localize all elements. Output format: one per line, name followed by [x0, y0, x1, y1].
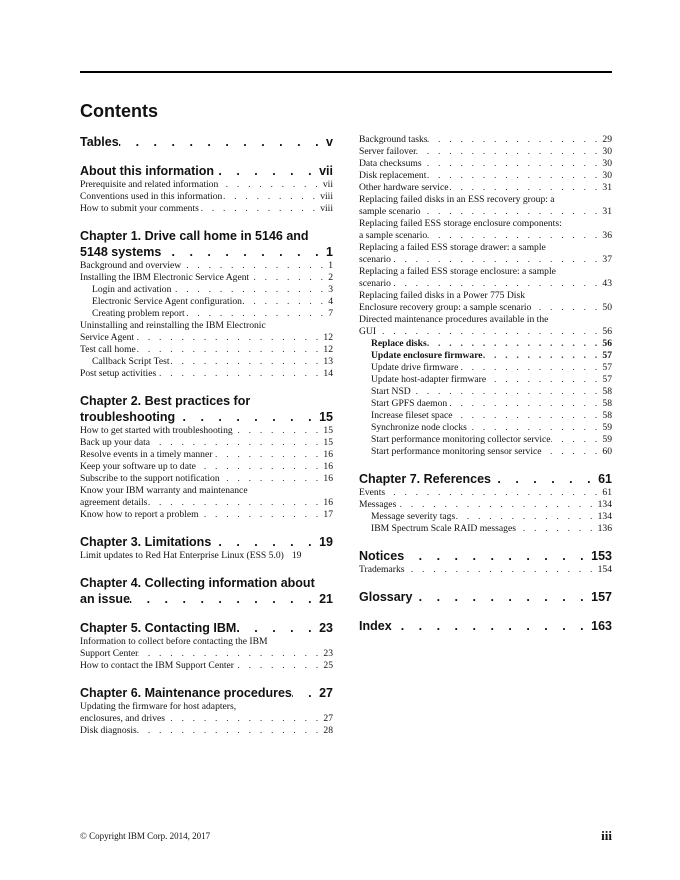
dot-leader [385, 487, 602, 499]
toc-page-number: 7 [328, 308, 333, 319]
dot-leader [531, 302, 602, 314]
page-title: Contents [80, 101, 158, 121]
toc-entry-link[interactable] [359, 511, 612, 523]
dot-leader [185, 308, 328, 320]
toc-title: Start NSD [371, 386, 411, 397]
toc-title-line: Know your IBM warranty and maintenance [80, 485, 248, 496]
dot-leader [455, 511, 597, 523]
toc-entry-link[interactable] [80, 179, 333, 191]
toc-entry-link[interactable] [359, 446, 612, 458]
dot-leader [130, 591, 319, 607]
dot-leader [165, 713, 323, 725]
toc-title: About this information [80, 164, 215, 178]
toc-entry-link[interactable] [359, 182, 612, 194]
toc-entry-link[interactable] [80, 473, 333, 485]
toc-title: Update host-adapter firmware [371, 374, 487, 385]
toc-title: Synchronize node clocks [371, 422, 467, 433]
toc-title-line: Directed maintenance procedures available in the [359, 314, 549, 325]
toc-page-number: 58 [602, 410, 612, 421]
toc-page-number: 27 [323, 713, 333, 724]
toc-chapter-link[interactable] [80, 685, 333, 701]
toc-title-line: Chapter 4. Collecting information about [80, 576, 315, 590]
toc-page-number: 61 [598, 472, 612, 486]
toc-page-number: 16 [323, 461, 333, 472]
toc-entry-link[interactable] [359, 134, 612, 146]
toc-entry-link[interactable] [80, 550, 333, 562]
toc-title: Know how to report a problem [80, 509, 199, 520]
toc-entry-link[interactable] [80, 203, 333, 215]
dot-leader [170, 356, 324, 368]
toc-title: Index [359, 619, 392, 633]
toc-title: Keep your software up to date [80, 461, 196, 472]
copyright-notice: © Copyright IBM Corp. 2014, 2017 [80, 831, 211, 841]
toc-title: Message severity tags [371, 511, 456, 522]
dot-leader [199, 203, 320, 215]
toc-title-line: Replacing failed disks in a Power 775 Disk [359, 290, 525, 301]
toc-title-line: Chapter 1. Drive call home in 5146 and [80, 229, 309, 243]
dot-leader [458, 362, 602, 374]
toc-page-number: 27 [319, 686, 333, 700]
dot-leader [391, 254, 602, 266]
toc-title: Start performance monitoring sensor service [371, 446, 542, 457]
toc-title: Creating problem report [92, 308, 185, 319]
toc-page-number: 59 [602, 422, 612, 433]
toc-page-number: 57 [602, 374, 612, 385]
toc-title: Resolve events in a timely manner [80, 449, 213, 460]
toc-page-number: 61 [602, 487, 612, 498]
toc-entry-link[interactable] [80, 260, 333, 272]
dot-leader [138, 648, 323, 660]
toc-title: Prerequisite and related information [80, 179, 219, 190]
toc-page-number: 19 [319, 535, 333, 549]
toc-entry-link[interactable] [359, 487, 612, 499]
toc-page-number: 16 [323, 449, 333, 460]
toc-title: How to get started with troubleshooting [80, 425, 233, 436]
dot-leader [453, 410, 603, 422]
toc-entry-link[interactable] [80, 320, 333, 344]
dot-leader [212, 449, 323, 461]
toc-entry-link[interactable] [80, 191, 333, 203]
toc-entry-link[interactable] [359, 362, 612, 374]
toc-title: Enclosure recovery group: a sample scenario [359, 302, 532, 313]
toc-title: How to submit your comments [80, 203, 199, 214]
toc-page-number: 30 [602, 158, 612, 169]
toc-title-line: Replacing failed ESS storage enclosure components: [359, 218, 562, 229]
dot-leader [134, 332, 323, 344]
toc-page-number: v [326, 135, 333, 149]
toc-title: Electronic Service Agent configuration [92, 296, 242, 307]
toc-page-number: 13 [323, 356, 333, 367]
toc-chapter-link[interactable] [80, 163, 333, 179]
dot-leader [491, 471, 598, 487]
toc-entry-link[interactable] [359, 434, 612, 446]
toc-chapter-link[interactable] [359, 471, 612, 487]
toc-title: Other hardware service [359, 182, 449, 193]
toc-entry-link[interactable] [359, 374, 612, 386]
toc-page-number: 134 [597, 511, 612, 522]
toc-page-number: 37 [602, 254, 612, 265]
toc-title: Test call home [80, 344, 136, 355]
dot-leader [196, 461, 324, 473]
toc-title: Increase fileset space [371, 410, 453, 421]
dot-leader [181, 260, 328, 272]
toc-title: Service Agent [80, 332, 135, 343]
dot-leader [175, 409, 319, 425]
toc-title: Login and activation [92, 284, 172, 295]
toc-title: troubleshooting [80, 410, 176, 424]
toc-title: scenario [359, 278, 391, 289]
toc-page-number: 3 [328, 284, 333, 295]
toc-page-number: 15 [319, 410, 333, 424]
toc-page-number: 1 [328, 260, 333, 271]
toc-page-number: 157 [591, 590, 612, 604]
toc-entry-link[interactable] [359, 410, 612, 422]
toc-page-number: 16 [323, 497, 333, 508]
toc-title: Events [359, 487, 386, 498]
toc-entry-link[interactable] [359, 194, 612, 218]
toc-entry-link[interactable] [80, 449, 333, 461]
toc-title: an issue [80, 592, 131, 606]
toc-page-number: 58 [602, 398, 612, 409]
toc-column-right [359, 134, 612, 634]
toc-entry-link[interactable] [80, 437, 333, 449]
toc-title: Chapter 5. Contacting IBM [80, 621, 237, 635]
toc-entry-link[interactable] [80, 725, 333, 737]
dot-leader [292, 685, 319, 701]
toc-title: Start GPFS daemon [371, 398, 448, 409]
toc-title: Disk replacement [359, 170, 427, 181]
dot-leader [137, 725, 324, 737]
toc-page-number: 134 [597, 499, 612, 510]
toc-title-line: Information to collect before contacting the IBM [80, 636, 268, 647]
dot-leader [396, 499, 597, 511]
toc-title: Callback Script Test [92, 356, 170, 367]
toc-title: How to contact the IBM Support Center [80, 660, 235, 671]
toc-entry-link[interactable] [80, 356, 333, 368]
dot-leader [222, 191, 320, 203]
toc-entry-link[interactable] [359, 290, 612, 314]
page-number: iii [601, 828, 612, 843]
toc-chapter-link[interactable] [80, 134, 333, 150]
toc-title: Post setup activities [80, 368, 157, 379]
toc-chapter-link[interactable] [359, 548, 612, 564]
toc-page-number: 60 [602, 446, 612, 457]
dot-leader [449, 182, 603, 194]
toc-page-number: viii [320, 191, 333, 202]
toc-title: Replace disks [371, 338, 427, 349]
toc-page-number: 12 [323, 332, 333, 343]
toc-entry-link[interactable] [80, 296, 333, 308]
toc-page-number: 154 [597, 564, 612, 575]
toc-page-number: 28 [323, 725, 333, 736]
dot-leader [404, 548, 591, 564]
toc-title: sample scenario [359, 206, 421, 217]
toc-page-number: 19 [291, 550, 302, 561]
toc-entry-link[interactable] [359, 314, 612, 338]
toc-title: Start performance monitoring collector service [371, 434, 551, 445]
toc-title: Tables [80, 135, 119, 149]
toc-entry-link[interactable] [359, 398, 612, 410]
toc-entry-link[interactable] [80, 284, 333, 296]
toc-entry-link[interactable] [359, 170, 612, 182]
dot-leader [376, 326, 602, 338]
toc-page-number: 1 [326, 245, 333, 259]
toc-entry-link[interactable] [80, 485, 333, 509]
toc-entry-link[interactable] [359, 338, 612, 350]
toc-title: Update enclosure firmware [371, 350, 483, 361]
toc-entry-link[interactable] [80, 308, 333, 320]
toc-chapter-link[interactable] [80, 228, 333, 260]
toc-page-number: 30 [602, 170, 612, 181]
dot-leader [427, 338, 603, 350]
dot-leader [392, 618, 591, 634]
toc-page-number: 50 [602, 302, 612, 313]
dot-leader [171, 284, 328, 296]
dot-leader [411, 386, 603, 398]
toc-entry-link[interactable] [80, 636, 333, 660]
toc-title: enclosures, and drives [80, 713, 165, 724]
toc-title: Disk diagnosis [80, 725, 137, 736]
dot-leader [249, 272, 328, 284]
toc-page-number: 59 [602, 434, 612, 445]
toc-chapter-link[interactable] [80, 620, 333, 636]
toc-entry-link[interactable] [80, 344, 333, 356]
toc-chapter-link[interactable] [80, 575, 333, 607]
toc-page-number: 56 [602, 338, 612, 349]
dot-leader [391, 278, 602, 290]
toc-title: Notices [359, 549, 405, 563]
dot-leader [426, 170, 602, 182]
dot-leader [242, 296, 328, 308]
toc-title: Subscribe to the support notification [80, 473, 220, 484]
toc-title: Conventions used in this information [80, 191, 223, 202]
toc-title: Chapter 6. Maintenance procedures [80, 686, 292, 700]
dot-leader [551, 434, 603, 446]
toc-page-number: 136 [597, 523, 612, 534]
dot-leader [413, 589, 592, 605]
toc-page-number: 2 [328, 272, 333, 283]
toc-title-line: Chapter 2. Best practices for [80, 394, 251, 408]
toc-page-number: 21 [319, 592, 333, 606]
toc-chapter-link[interactable] [359, 618, 612, 634]
toc-title: Background tasks [359, 134, 428, 145]
toc-entry-link[interactable] [80, 509, 333, 521]
toc-title-line: Replacing failed disks in an ESS recovery group: a [359, 194, 555, 205]
dot-leader [119, 134, 326, 150]
toc-page-number: 56 [602, 326, 612, 337]
toc-page-number: 17 [323, 509, 333, 520]
toc-page-number: 16 [323, 473, 333, 484]
dot-leader [211, 534, 319, 550]
dot-leader [516, 523, 598, 535]
toc-title: Trademarks [359, 564, 405, 575]
toc-title: Server failover [359, 146, 417, 157]
toc-page-number: 15 [323, 437, 333, 448]
toc-chapter-link[interactable] [359, 589, 612, 605]
toc-page-number: viii [320, 203, 333, 214]
dot-leader [486, 374, 602, 386]
toc-page-number: 58 [602, 386, 612, 397]
toc-page-number: 31 [602, 206, 612, 217]
toc-title-line: Replacing a failed ESS storage enclosure: a sample [359, 266, 556, 277]
toc-title: Data checksums [359, 158, 422, 169]
dot-leader [421, 206, 603, 218]
toc-entry-link[interactable] [80, 461, 333, 473]
toc-title: Glossary [359, 590, 413, 604]
dot-leader [427, 230, 602, 242]
toc-page-number: 31 [602, 182, 612, 193]
toc-entry-link[interactable] [359, 146, 612, 158]
toc-page-number: 43 [602, 278, 612, 289]
toc-entry-link[interactable] [359, 350, 612, 362]
header-rule [80, 71, 612, 73]
toc-page-number: vii [322, 179, 333, 190]
toc-page-number: 12 [323, 344, 333, 355]
dot-leader [422, 158, 603, 170]
toc-page-number: 25 [323, 660, 333, 671]
toc-page-number: 15 [323, 425, 333, 436]
toc-page-number: 29 [602, 134, 612, 145]
toc-page-number: 23 [323, 648, 333, 659]
toc-entry-link[interactable] [359, 218, 612, 242]
toc-title: GUI [359, 326, 377, 337]
toc-page-number: 14 [323, 368, 333, 379]
toc-chapter-link[interactable] [80, 393, 333, 425]
toc-page-number: 23 [319, 621, 333, 635]
toc-page-number: 30 [602, 146, 612, 157]
dot-leader [156, 368, 323, 380]
toc-title: Support Center [80, 648, 139, 659]
toc-page-number: 57 [602, 350, 612, 361]
toc-title: Background and overview [80, 260, 182, 271]
toc-title: agreement details [80, 497, 148, 508]
dot-leader [147, 497, 323, 509]
toc-entry-link[interactable] [80, 425, 333, 437]
toc-page-number: 57 [602, 362, 612, 373]
toc-entry-link[interactable] [359, 499, 612, 511]
dot-leader [161, 244, 326, 260]
toc-title: Messages [359, 499, 397, 510]
toc-page-number: 36 [602, 230, 612, 241]
dot-leader [136, 344, 324, 356]
toc-title: 5148 systems [80, 245, 162, 259]
toc-title: Limit updates to Red Hat Enterprise Linux (ESS 5.0) [80, 550, 284, 561]
toc-page-number: 163 [591, 619, 612, 633]
toc-entry-link[interactable] [359, 242, 612, 266]
toc-title-line: Uninstalling and reinstalling the IBM Electronic [80, 320, 266, 331]
dot-leader [150, 437, 323, 449]
toc-chapter-link[interactable] [80, 534, 333, 550]
dot-leader [214, 163, 319, 179]
toc-entry-link[interactable] [359, 266, 612, 290]
toc-page-number: 153 [591, 549, 612, 563]
dot-leader [234, 660, 323, 672]
dot-leader [483, 350, 603, 362]
toc-title: Update drive firmware [371, 362, 459, 373]
toc-entry-link[interactable] [80, 660, 333, 672]
toc-column-left [80, 134, 333, 737]
dot-leader [447, 398, 602, 410]
dot-leader [542, 446, 603, 458]
dot-leader [233, 425, 324, 437]
toc-entry-link[interactable] [80, 368, 333, 380]
dot-leader [427, 134, 602, 146]
toc-title: Chapter 7. References [359, 472, 492, 486]
dot-leader [218, 179, 323, 191]
toc-title-line: Replacing a failed ESS storage drawer: a sample [359, 242, 546, 253]
toc-title: IBM Spectrum Scale RAID messages [371, 523, 516, 534]
dot-leader [220, 473, 324, 485]
toc-entry-link[interactable] [80, 701, 333, 725]
toc-entry-link[interactable] [80, 272, 333, 284]
toc-page-number: vii [319, 164, 333, 178]
toc-entry-link[interactable] [359, 386, 612, 398]
dot-leader [467, 422, 602, 434]
dot-leader [236, 620, 319, 636]
toc-title: Chapter 3. Limitations [80, 535, 212, 549]
toc-title-line: Updating the firmware for host adapters, [80, 701, 237, 712]
dot-leader [416, 146, 602, 158]
toc-entry-link[interactable] [359, 523, 612, 535]
toc-entry-link[interactable] [359, 564, 612, 576]
toc-entry-link[interactable] [359, 422, 612, 434]
toc-entry-link[interactable] [359, 158, 612, 170]
toc-title: scenario [359, 254, 391, 265]
dot-leader [404, 564, 597, 576]
toc-title: a sample scenario [359, 230, 428, 241]
toc-page-number: 4 [328, 296, 333, 307]
toc-title: Back up your data [80, 437, 151, 448]
toc-title: Installing the IBM Electronic Service Agent [80, 272, 250, 283]
dot-leader [199, 509, 324, 521]
